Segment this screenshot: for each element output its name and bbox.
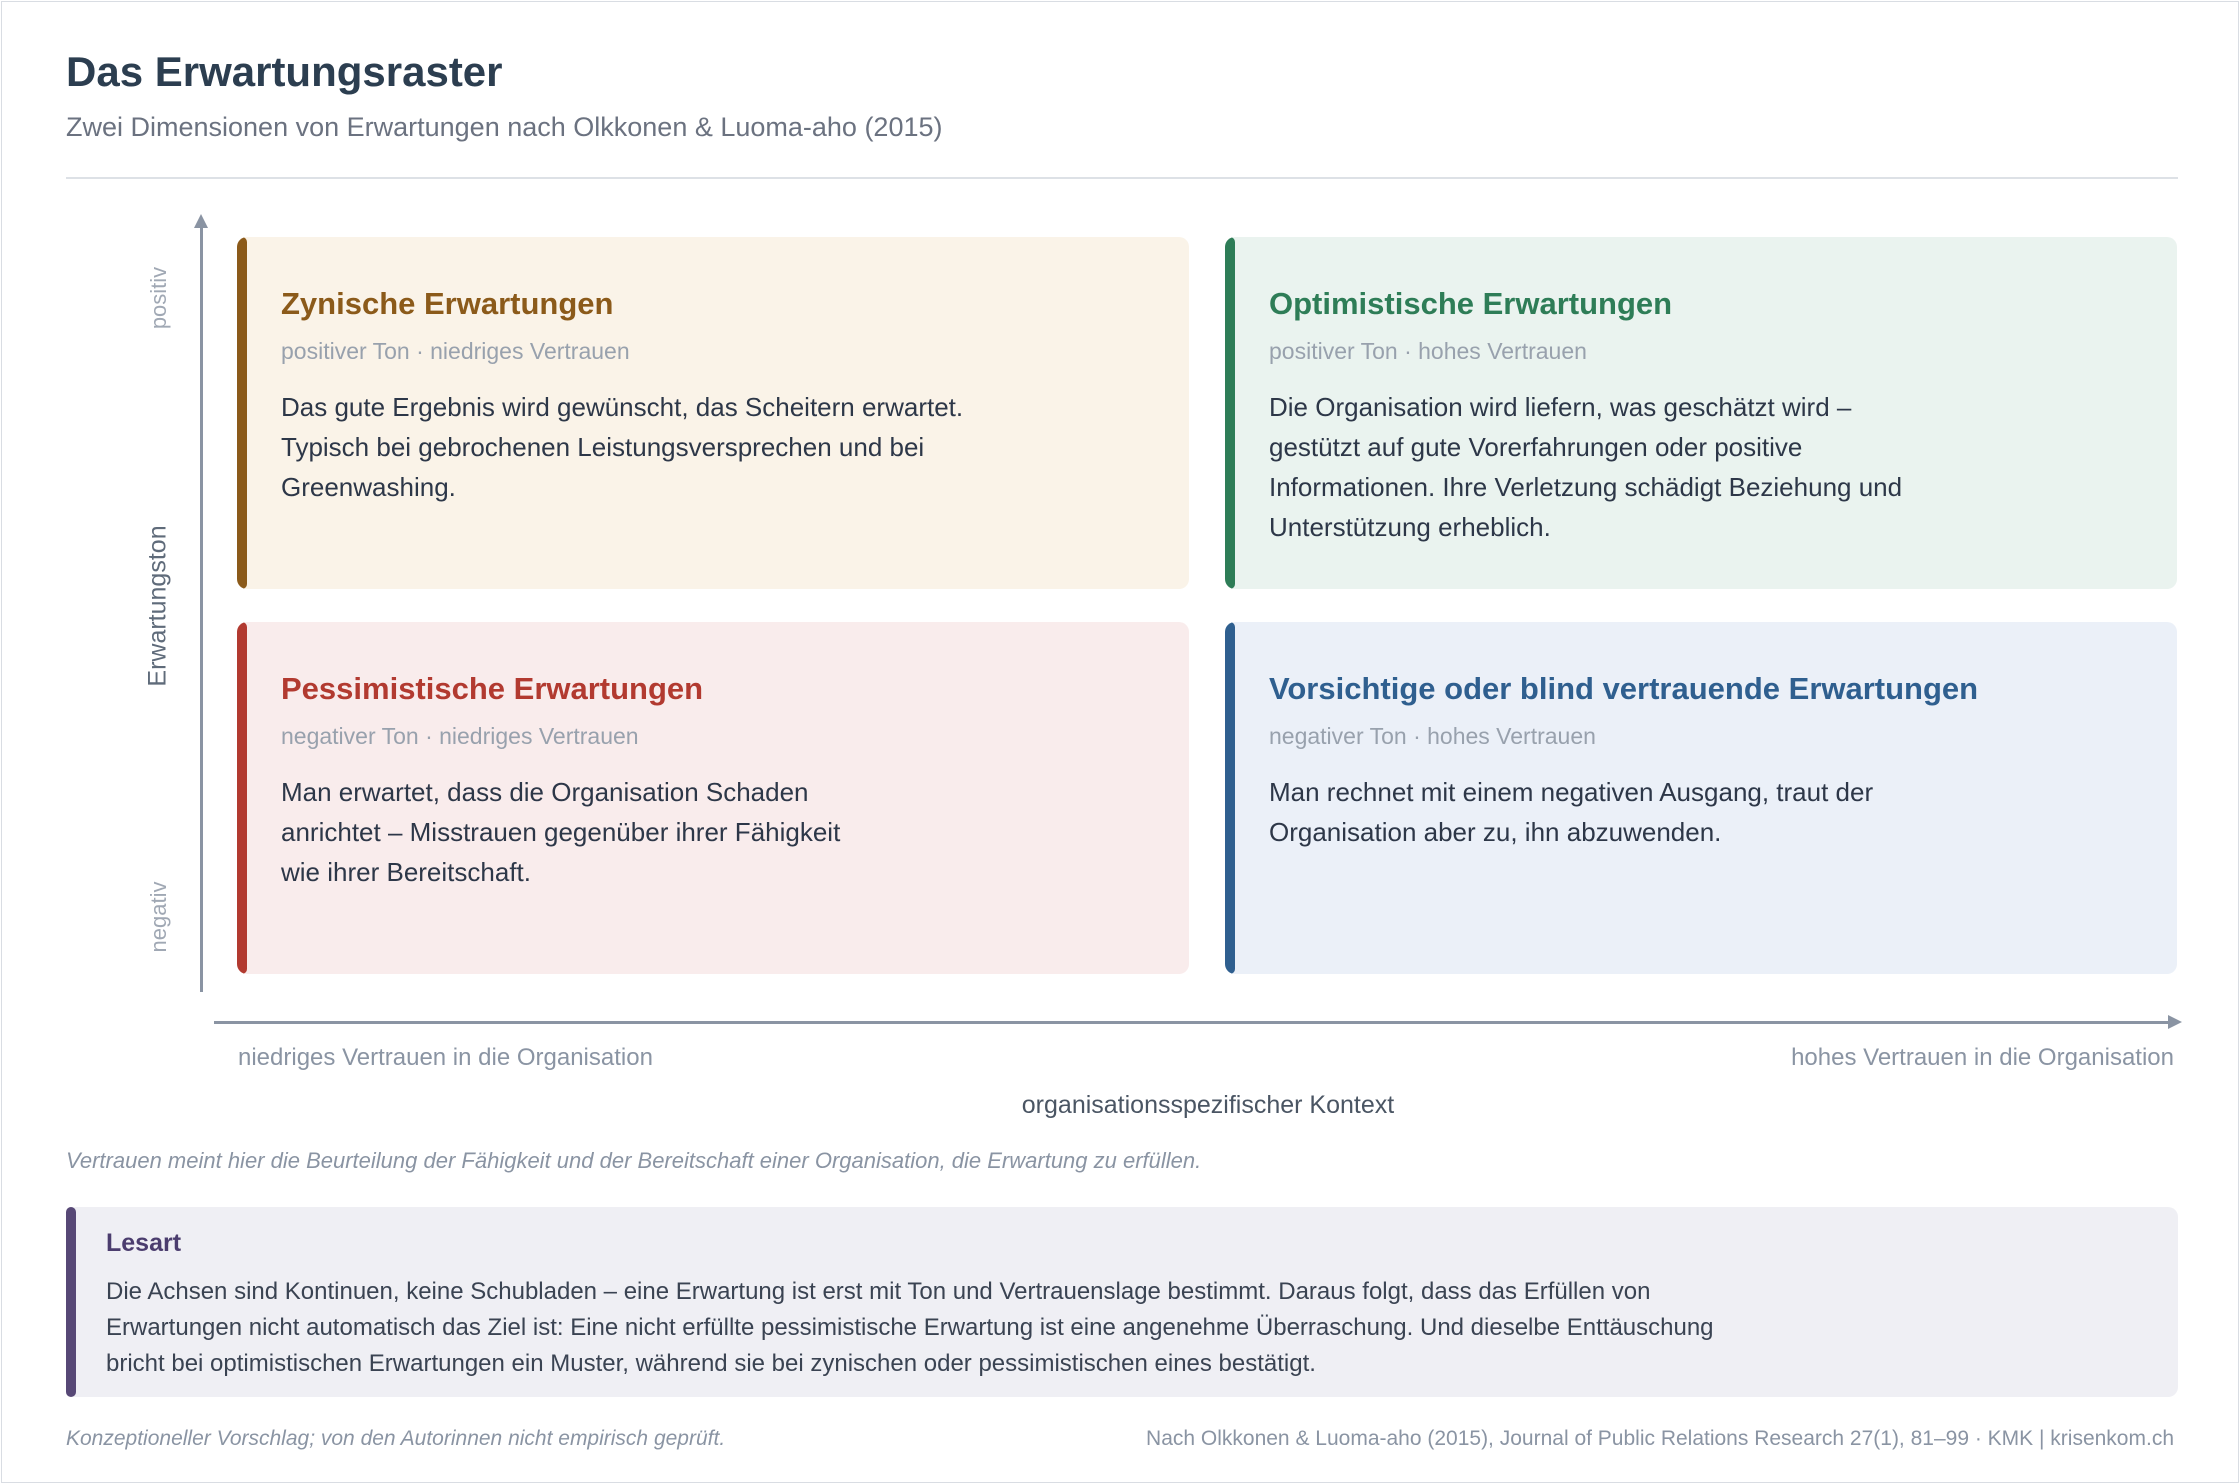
diagram-frame: [1, 1, 2239, 1483]
quadrant-meta: negativer Ton · niedriges Vertrauen: [281, 723, 639, 750]
header-divider: [66, 177, 2178, 179]
quadrant-description: Man rechnet mit einem negativen Ausgang, traut der Organisation aber zu, ihn abzuwenden.: [1269, 777, 1874, 848]
quadrant-meta: negativer Ton · hohes Vertrauen: [1269, 723, 1596, 750]
quadrant-optimistic: [1225, 237, 2177, 589]
x-axis-line: [214, 1021, 2174, 1024]
quadrant-title: Vorsichtige oder blind vertrauende Erwartungen: [1269, 671, 1979, 706]
y-axis-title: Erwartungston: [143, 525, 172, 687]
x-axis-arrow-icon: [2168, 1015, 2182, 1029]
y-axis-line: [200, 224, 203, 992]
footer-disclaimer: Konzeptioneller Vorschlag; von den Autorinnen nicht empirisch geprüft.: [66, 1427, 726, 1450]
y-axis-arrow-icon: [194, 214, 208, 228]
reading-guide-text: Die Achsen sind Kontinuen, keine Schubladen – eine Erwartung ist erst mit Ton und Vertrauenslage bestimmt. Daraus folgt, dass das Erfüllen von Erwartungen nicht automatisch das Ziel ist: Eine nicht erfüllte pessimistische Erwartung ist eine angenehme Überraschung. Und dieselbe Enttäuschung bricht bei optimistischen Erwartungen ein Muster, während sie bei zynischen oder pessimistischen eines bestätigt.: [106, 1278, 1714, 1377]
reading-guide-accent-bar: [66, 1207, 76, 1397]
quadrant-pessimistic: [237, 622, 1189, 974]
quadrant-meta: positiver Ton · hohes Vertrauen: [1269, 338, 1587, 365]
quadrant-accent-bar: [237, 622, 247, 974]
y-axis-label-negative: negativ: [146, 881, 171, 953]
quadrant-accent-bar: [237, 237, 247, 589]
quadrant-description: Man erwartet, dass die Organisation Schaden anrichtet – Misstrauen gegenüber ihrer Fähigkeit wie ihrer Bereitschaft.: [281, 777, 841, 888]
x-axis-label-low: niedriges Vertrauen in die Organisation: [238, 1044, 653, 1071]
quadrant-description: Die Organisation wird liefern, was geschätzt wird – gestützt auf gute Vorerfahrungen oder positive Informationen. Ihre Verletzung schädigt Beziehung und Unterstützung erheblich.: [1269, 392, 1903, 543]
quadrant-cautious: [1225, 622, 2177, 974]
x-axis-label-high: hohes Vertrauen in die Organisation: [1791, 1044, 2174, 1071]
quadrant-title: Zynische Erwartungen: [281, 286, 614, 321]
page-subtitle: Zwei Dimensionen von Erwartungen nach Olkkonen & Luoma-aho (2015): [66, 112, 943, 142]
x-axis-title: organisationsspezifischer Kontext: [1021, 1091, 1395, 1119]
quadrant-meta: positiver Ton · niedriges Vertrauen: [281, 338, 630, 365]
quadrant-title: Pessimistische Erwartungen: [281, 671, 704, 706]
quadrant-cynical: [237, 237, 1189, 589]
reading-guide-title: Lesart: [106, 1229, 182, 1257]
quadrant-description: Das gute Ergebnis wird gewünscht, das Scheitern erwartet. Typisch bei gebrochenen Leistungsversprechen und bei Greenwashing.: [281, 392, 964, 503]
footer-source: Nach Olkkonen & Luoma-aho (2015), Journal of Public Relations Research 27(1), 81–99 · KMK | krisenkom.ch: [1146, 1427, 2174, 1450]
quadrant-accent-bar: [1225, 622, 1235, 974]
quadrant-title: Optimistische Erwartungen: [1269, 286, 1673, 321]
quadrant-accent-bar: [1225, 237, 1235, 589]
reading-guide-box: [66, 1207, 2178, 1397]
page-title: Das Erwartungsraster: [66, 48, 503, 95]
trust-definition-note: Vertrauen meint hier die Beurteilung der Fähigkeit und der Bereitschaft einer Organisation, die Erwartung zu erfüllen.: [66, 1148, 1202, 1173]
y-axis-label-positive: positiv: [146, 266, 171, 330]
